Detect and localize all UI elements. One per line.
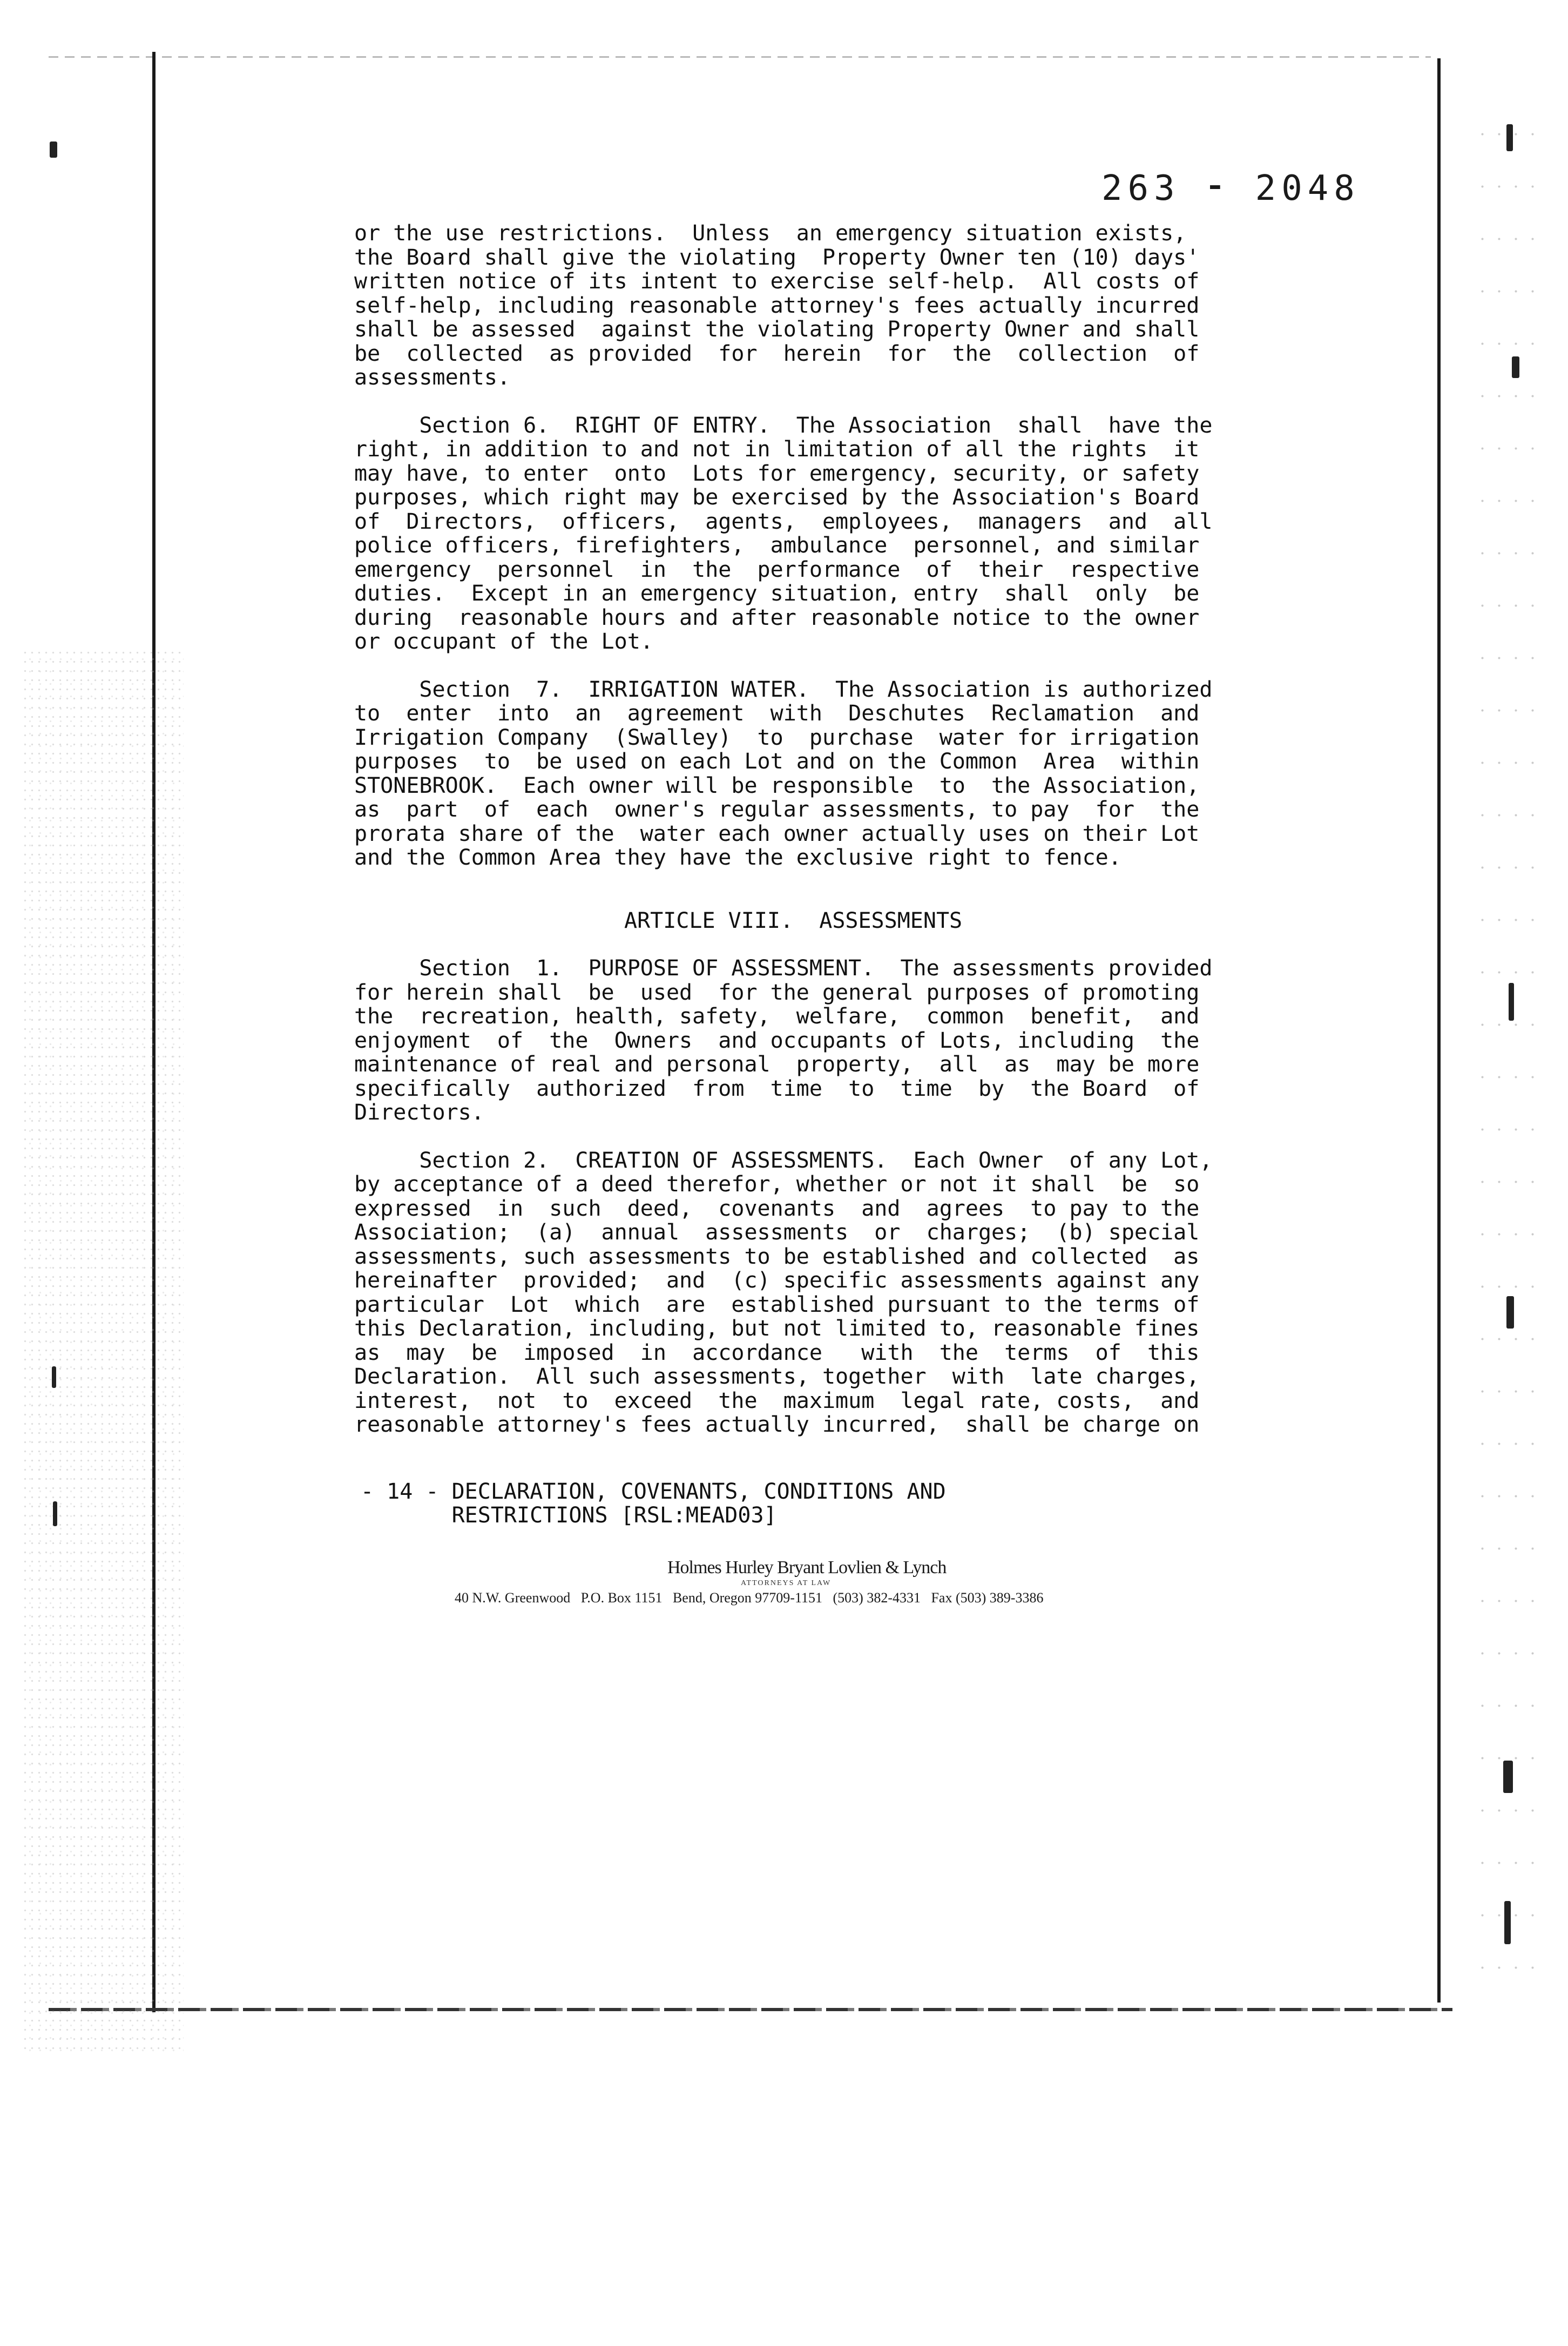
scan-mark [1506, 124, 1513, 151]
scan-mark [1512, 356, 1519, 378]
firm-subtitle: ATTORNEYS AT LAW [741, 1579, 832, 1587]
document-body [354, 221, 1289, 1437]
scan-edge-bottom [49, 2008, 1452, 2011]
scan-mark [53, 1501, 57, 1526]
scan-mark [50, 141, 57, 158]
paragraph-right-of-entry: Section 6. RIGHT OF ENTRY. The Association shall have the right, in addition to and not in limitation of all the rights it may have, to enter onto Lots for emergency, security, or safety purposes, which right may be exercised by the Association's Board of Directors, officers, agents, employees, managers and all police officers, firefighters, ambulance personnel, and similar emergency personnel in the performance of their respective duties. Except in an emergency situation, entry shall only be during reasonable hours and after reasonable notice to the owner or occupant of the Lot. [354, 413, 1213, 654]
firm-name: Holmes Hurley Bryant Lovlien & Lynch [667, 1558, 947, 1578]
paragraph-irrigation-water: Section 7. IRRIGATION WATER. The Association is authorized to enter into an agreement with Deschutes Reclamation and Irrigation Company (Swalley) to purchase water for irrigation purposes to be used on each Lot and on the Common Area within STONEBROOK. Each owner will be responsible to the Association, as part of each owner's regular assessments, to pay for the prorata share of the water each owner actually uses on their Lot and the Common Area they have the exclusive right to fence. [354, 677, 1213, 870]
scan-noise-left [22, 648, 184, 2052]
paragraph-self-help: or the use restrictions. Unless an emergency situation exists, the Board shall give the violating Property Owner ten (10) days' written notice of its intent to exercise self-help. All costs of self-help, including reasonable attorney's fees actually incurred shall be assessed against the violating Property Owner and shall be collected as provided for herein for the collection of assessments. [354, 221, 1200, 390]
scan-edge-top [49, 56, 1431, 58]
page-footer: - 14 - DECLARATION, COVENANTS, CONDITIONS AND RESTRICTIONS [RSL:MEAD03] [361, 1479, 946, 1528]
paragraph-purpose-of-assessment: Section 1. PURPOSE OF ASSESSMENT. The assessments provided for herein shall be used for the general purposes of promoting the recreation, health, safety, welfare, common benefit, and enjoyment of the Owners and occupants of Lots, including the maintenance of real and personal property, all as may be more specifically authorized from time to time by the Board of Directors. [354, 956, 1213, 1125]
scan-mark [1504, 1901, 1511, 1944]
scan-mark [1503, 1761, 1513, 1793]
scan-mark [52, 1366, 56, 1388]
scan-edge-right [1437, 58, 1441, 2003]
paragraph-creation-of-assessments: Section 2. CREATION OF ASSESSMENTS. Each Owner of any Lot, by acceptance of a deed therefor, whether or not it shall be so expressed in such deed, covenants and agrees to pay to the Association; (a) annual assessments or charges; (b) special assessments, such assessments to be established and collected as hereinafter provided; and (c) specific assessments against any particular Lot which are established pursuant to the terms of this Declaration, including, but not limited to, reasonable fines as may be imposed in accordance with the terms of this Declaration. All such assessments, together with late charges, interest, not to exceed the maximum legal rate, costs, and reasonable attorney's fees actually incurred, shall be charge on [354, 1148, 1213, 1437]
scan-noise-right [1474, 108, 1539, 1998]
firm-address: 40 N.W. Greenwood P.O. Box 1151 Bend, Oregon 97709-1151 (503) 382-4331 Fax (503) 389-3386 [455, 1590, 1044, 1606]
page-number: 263 ⁃ 2048 [1101, 168, 1360, 208]
scan-mark [1506, 1296, 1514, 1329]
scan-mark [1509, 983, 1514, 1021]
article-heading: ARTICLE VIII. ASSESSMENTS [624, 908, 963, 933]
